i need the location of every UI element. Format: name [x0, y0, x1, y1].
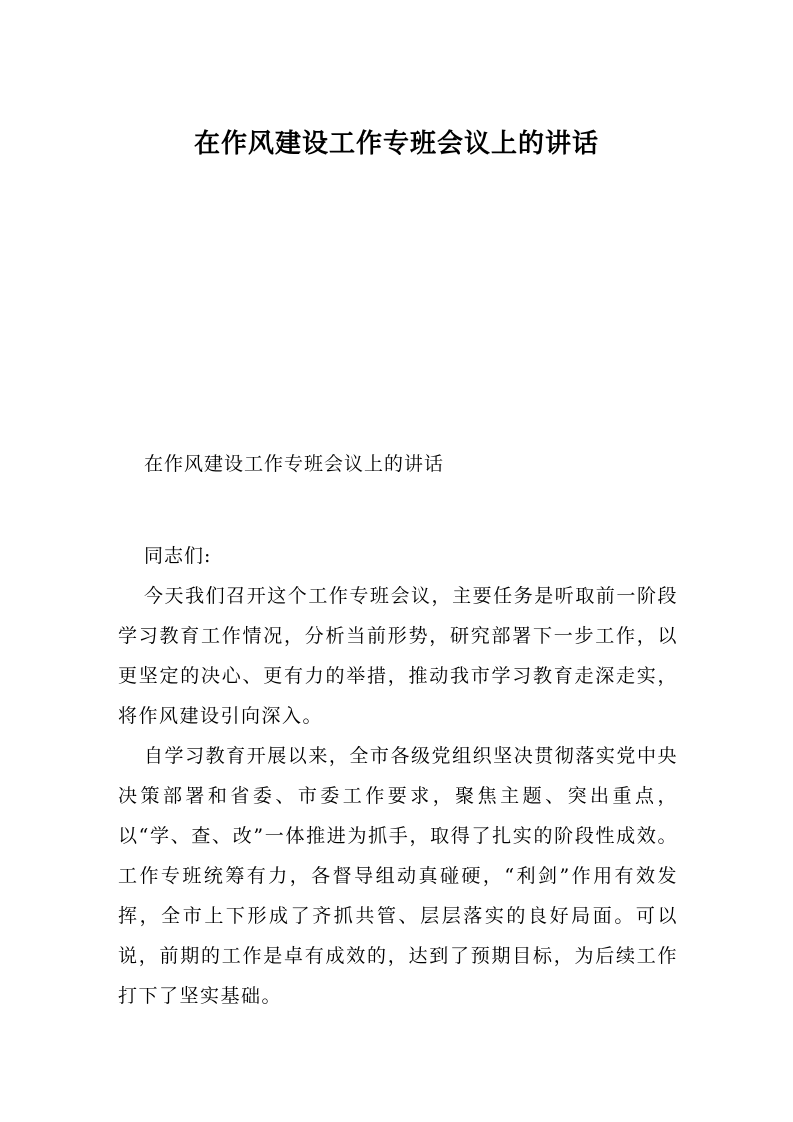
document-subtitle: 在作风建设工作专班会议上的讲话 — [144, 453, 445, 475]
paragraph-1: 今天我们召开这个工作专班会议，主要任务是听取前一阶段学习教育工作情况，分析当前形势，研究部署下一步工作，以更坚定的决心、更有力的举措，推动我市学习教育走深走实，将作风建设引向深入。 — [118, 585, 678, 727]
paragraph-2: 自学习教育开展以来，全市各级党组织坚决贯彻落实党中央决策部署和省委、市委工作要求，聚焦主题、突出重点，以“学、查、改”一体推进为抓手，取得了扎实的阶段性成效。工作专班统筹有力，各督导组动真碰硬，“利剑”作用有效发挥，全市上下形成了齐抓共管、层层落实的良好局面。可以说，前期的工作是卓有成效的，达到了预期目标，为后续工作打下了坚实基础。 — [118, 745, 678, 1007]
document-title: 在作风建设工作专班会议上的讲话 — [193, 129, 599, 159]
document-body — [118, 444, 678, 1016]
greeting: 同志们: — [144, 545, 212, 567]
